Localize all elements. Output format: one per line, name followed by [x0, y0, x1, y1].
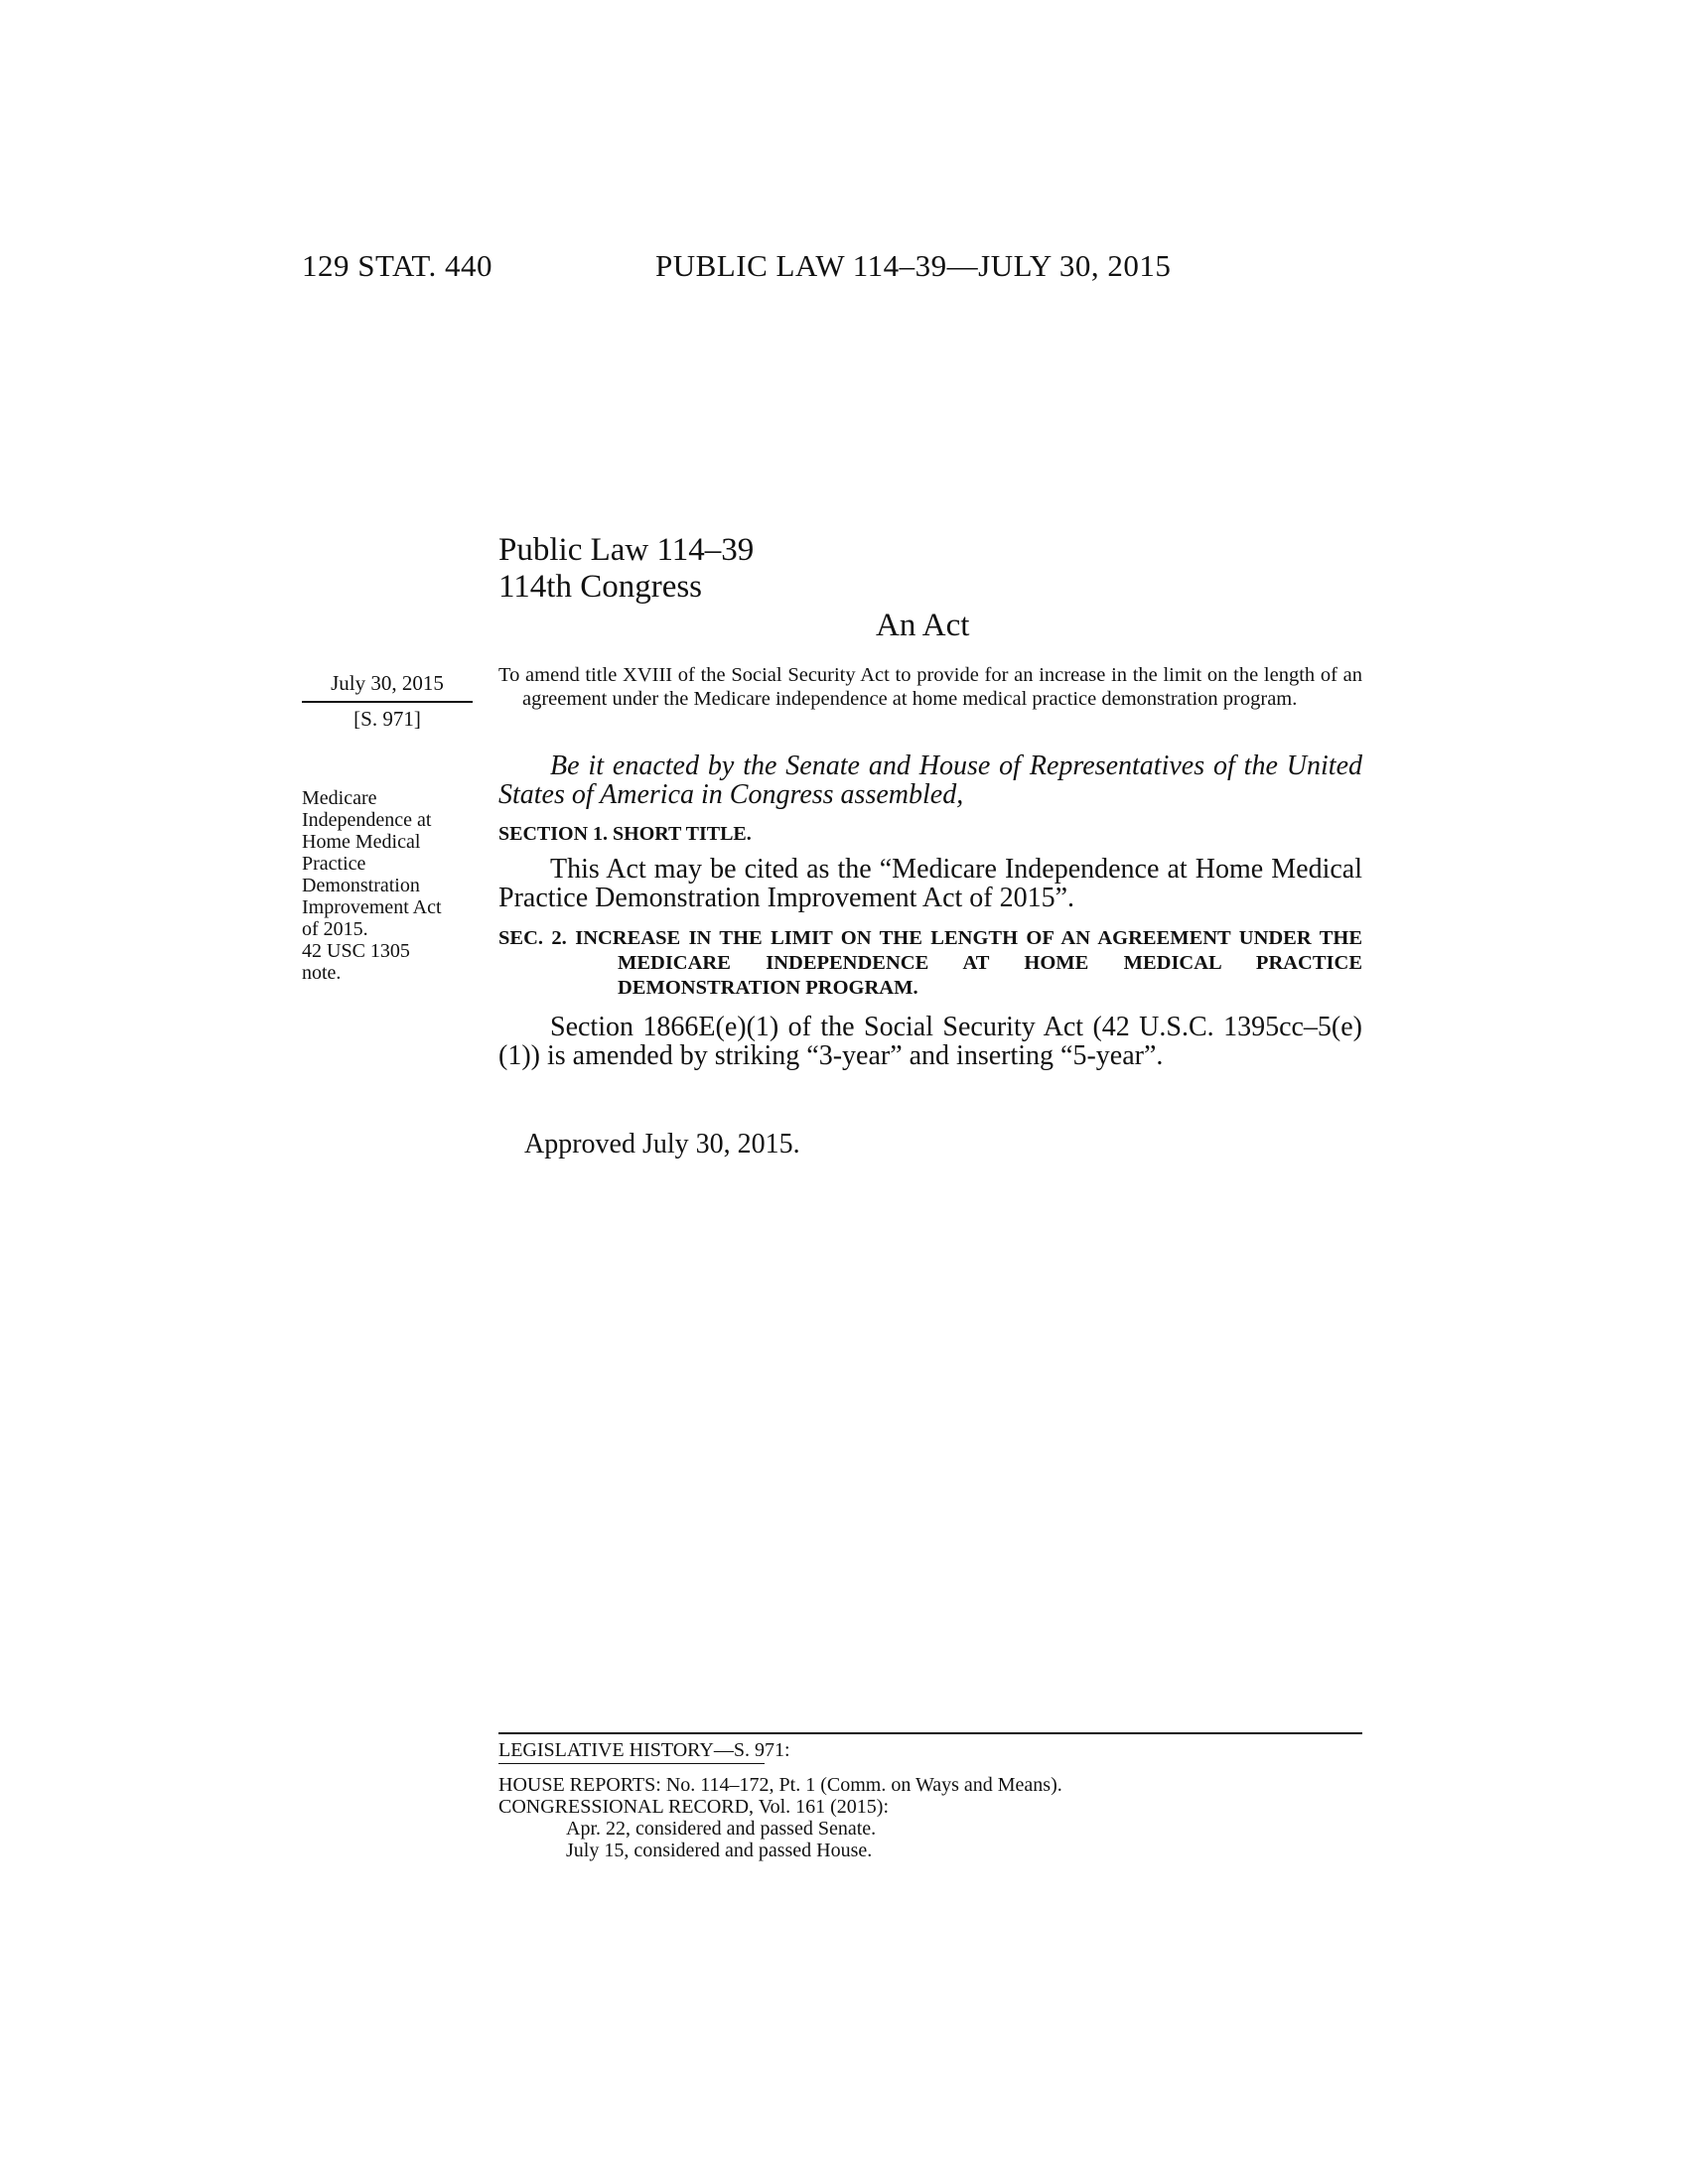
- margin-date: July 30, 2015: [331, 671, 444, 695]
- act-label: An Act: [876, 608, 970, 643]
- legislative-history-underline: [498, 1763, 765, 1764]
- margin-date-divider: [302, 701, 473, 703]
- congressional-record-entry: CONGRESSIONAL RECORD, Vol. 161 (2015):: [498, 1796, 889, 1818]
- congress-number: 114th Congress: [498, 569, 703, 605]
- margin-note-line: Independence at: [302, 809, 432, 831]
- house-action-entry: July 15, considered and passed House.: [566, 1840, 873, 1861]
- margin-note-line: Medicare: [302, 787, 377, 809]
- section-1-text: This Act may be cited as the “Medicare Independence at Home Medical Practice Demonstration Improvement Act of 2015”.: [498, 854, 1362, 913]
- act-purpose: To amend title XVIII of the Social Security Act to provide for an increase in the limit on the length of an agreement under the Medicare independence at home medical practice demonstration program.: [498, 664, 1362, 710]
- public-law-number: Public Law 114–39: [498, 532, 755, 568]
- footer-divider: [498, 1732, 1362, 1734]
- margin-note-line: Practice: [302, 853, 366, 875]
- house-reports-entry: HOUSE REPORTS: No. 114–172, Pt. 1 (Comm. on Ways and Means).: [498, 1774, 1062, 1796]
- margin-note-line: Demonstration: [302, 875, 420, 896]
- enacting-clause: Be it enacted by the Senate and House of Representatives of the United States of America in Congress assembled,: [498, 751, 1362, 810]
- section-2-text: Section 1866E(e)(1) of the Social Security Act (42 U.S.C. 1395cc–5(e)(1)) is amended by striking “3-year” and inserting “5-year”.: [498, 1012, 1362, 1071]
- stat-page-number: 129 STAT. 440: [302, 248, 493, 283]
- margin-short-title-note: [302, 787, 491, 984]
- margin-note-line: Improvement Act: [302, 896, 442, 918]
- margin-note-line: 42 USC 1305: [302, 940, 410, 962]
- legislative-history-title: LEGISLATIVE HISTORY—S. 971:: [498, 1739, 790, 1761]
- section-1-heading: SECTION 1. SHORT TITLE.: [498, 823, 752, 845]
- approval-date: Approved July 30, 2015.: [524, 1129, 800, 1160]
- section-2-heading: SEC. 2. INCREASE IN THE LIMIT ON THE LENGTH OF AN AGREEMENT UNDER THE MEDICARE INDEPENDENCE AT HOME MEDICAL PRACTICE DEMONSTRATION PROGRAM.: [498, 927, 1362, 999]
- senate-action-entry: Apr. 22, considered and passed Senate.: [566, 1818, 877, 1840]
- margin-bill-number: [S. 971]: [353, 707, 421, 731]
- margin-note-line: Home Medical: [302, 831, 421, 853]
- margin-note-line: of 2015.: [302, 918, 368, 940]
- running-title: PUBLIC LAW 114–39—JULY 30, 2015: [655, 248, 1172, 283]
- legislative-history-entries: [498, 1774, 1062, 1861]
- margin-note-line: note.: [302, 962, 342, 984]
